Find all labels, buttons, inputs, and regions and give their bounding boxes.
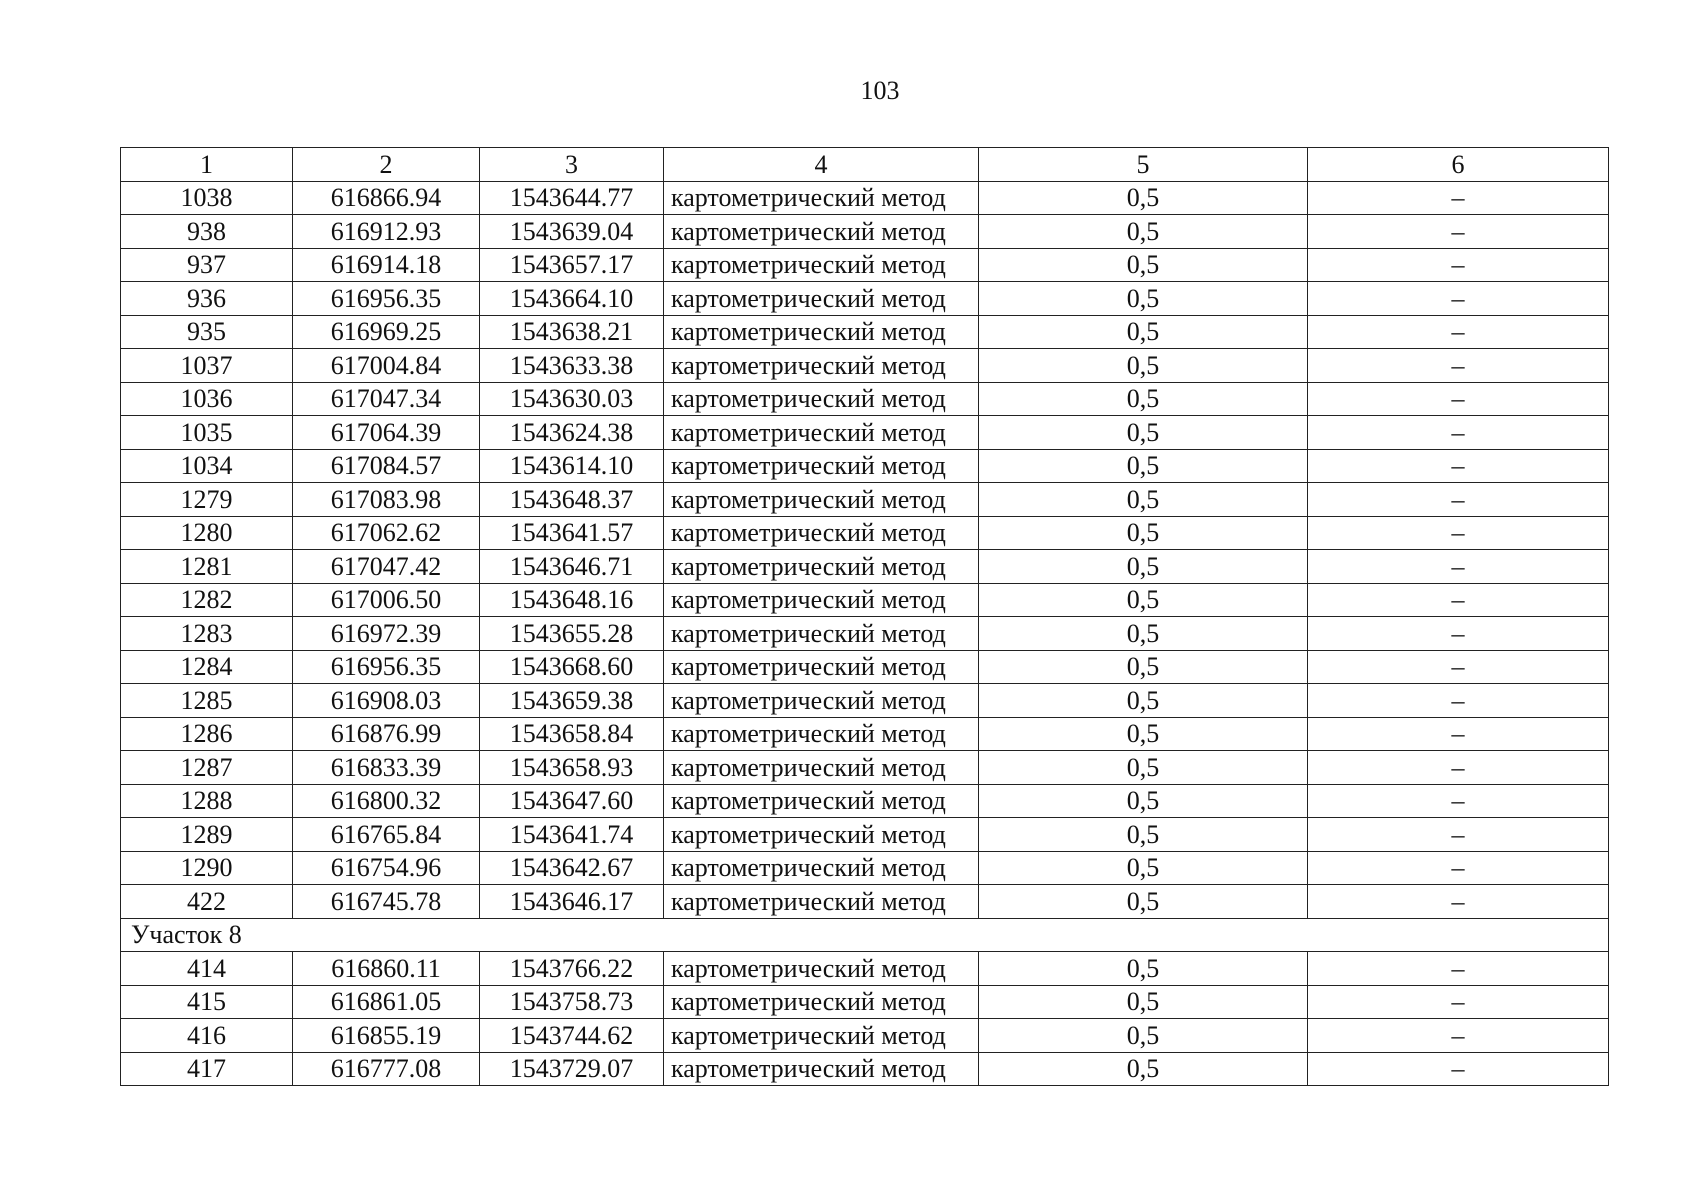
point-number-cell: 1287	[121, 751, 293, 785]
method-cell: картометрический метод	[664, 516, 979, 550]
x-coordinate-cell: 617006.50	[293, 583, 480, 617]
header-cell: 6	[1308, 148, 1609, 182]
method-cell: картометрический метод	[664, 985, 979, 1019]
y-coordinate-cell: 1543646.17	[480, 885, 664, 919]
page-number: 103	[860, 76, 900, 105]
point-number-cell: 1034	[121, 449, 293, 483]
note-cell: –	[1308, 583, 1609, 617]
accuracy-cell: 0,5	[979, 181, 1308, 215]
method-cell: картометрический метод	[664, 751, 979, 785]
coordinates-table-body	[121, 148, 1609, 1086]
method-cell: картометрический метод	[664, 382, 979, 416]
x-coordinate-cell: 617047.42	[293, 550, 480, 584]
x-coordinate-cell: 617004.84	[293, 349, 480, 383]
x-coordinate-cell: 616754.96	[293, 851, 480, 885]
table-row	[121, 416, 1609, 450]
accuracy-cell: 0,5	[979, 885, 1308, 919]
table-row	[121, 382, 1609, 416]
section-row	[121, 918, 1609, 952]
accuracy-cell: 0,5	[979, 449, 1308, 483]
table-row	[121, 617, 1609, 651]
x-coordinate-cell: 616956.35	[293, 650, 480, 684]
table-row	[121, 248, 1609, 282]
method-cell: картометрический метод	[664, 784, 979, 818]
accuracy-cell: 0,5	[979, 550, 1308, 584]
point-number-cell: 1036	[121, 382, 293, 416]
x-coordinate-cell: 616860.11	[293, 952, 480, 986]
method-cell: картометрический метод	[664, 550, 979, 584]
accuracy-cell: 0,5	[979, 1052, 1308, 1086]
note-cell: –	[1308, 952, 1609, 986]
table-row	[121, 349, 1609, 383]
method-cell: картометрический метод	[664, 315, 979, 349]
method-cell: картометрический метод	[664, 717, 979, 751]
note-cell: –	[1308, 315, 1609, 349]
accuracy-cell: 0,5	[979, 650, 1308, 684]
note-cell: –	[1308, 550, 1609, 584]
table-row	[121, 215, 1609, 249]
x-coordinate-cell: 616855.19	[293, 1019, 480, 1053]
y-coordinate-cell: 1543638.21	[480, 315, 664, 349]
table-row	[121, 449, 1609, 483]
accuracy-cell: 0,5	[979, 952, 1308, 986]
x-coordinate-cell: 616972.39	[293, 617, 480, 651]
accuracy-cell: 0,5	[979, 1019, 1308, 1053]
y-coordinate-cell: 1543648.37	[480, 483, 664, 517]
table-row	[121, 315, 1609, 349]
method-cell: картометрический метод	[664, 449, 979, 483]
point-number-cell: 1038	[121, 181, 293, 215]
x-coordinate-cell: 616861.05	[293, 985, 480, 1019]
method-cell: картометрический метод	[664, 483, 979, 517]
note-cell: –	[1308, 1052, 1609, 1086]
y-coordinate-cell: 1543729.07	[480, 1052, 664, 1086]
table-row	[121, 1052, 1609, 1086]
note-cell: –	[1308, 449, 1609, 483]
note-cell: –	[1308, 1019, 1609, 1053]
y-coordinate-cell: 1543659.38	[480, 684, 664, 718]
method-cell: картометрический метод	[664, 650, 979, 684]
x-coordinate-cell: 616777.08	[293, 1052, 480, 1086]
accuracy-cell: 0,5	[979, 349, 1308, 383]
accuracy-cell: 0,5	[979, 985, 1308, 1019]
method-cell: картометрический метод	[664, 181, 979, 215]
y-coordinate-cell: 1543624.38	[480, 416, 664, 450]
table-row	[121, 181, 1609, 215]
note-cell: –	[1308, 684, 1609, 718]
y-coordinate-cell: 1543664.10	[480, 282, 664, 316]
table-row	[121, 885, 1609, 919]
y-coordinate-cell: 1543641.57	[480, 516, 664, 550]
table-row	[121, 818, 1609, 852]
method-cell: картометрический метод	[664, 885, 979, 919]
coordinates-table	[120, 147, 1609, 1086]
table-header-row	[121, 148, 1609, 182]
header-cell: 3	[480, 148, 664, 182]
y-coordinate-cell: 1543655.28	[480, 617, 664, 651]
point-number-cell: 417	[121, 1052, 293, 1086]
y-coordinate-cell: 1543658.84	[480, 717, 664, 751]
accuracy-cell: 0,5	[979, 282, 1308, 316]
method-cell: картометрический метод	[664, 416, 979, 450]
table-row	[121, 751, 1609, 785]
x-coordinate-cell: 616969.25	[293, 315, 480, 349]
point-number-cell: 1284	[121, 650, 293, 684]
accuracy-cell: 0,5	[979, 315, 1308, 349]
accuracy-cell: 0,5	[979, 583, 1308, 617]
point-number-cell: 938	[121, 215, 293, 249]
accuracy-cell: 0,5	[979, 751, 1308, 785]
point-number-cell: 1035	[121, 416, 293, 450]
y-coordinate-cell: 1543647.60	[480, 784, 664, 818]
point-number-cell: 415	[121, 985, 293, 1019]
x-coordinate-cell: 616956.35	[293, 282, 480, 316]
point-number-cell: 1288	[121, 784, 293, 818]
note-cell: –	[1308, 215, 1609, 249]
y-coordinate-cell: 1543668.60	[480, 650, 664, 684]
x-coordinate-cell: 617062.62	[293, 516, 480, 550]
y-coordinate-cell: 1543633.38	[480, 349, 664, 383]
x-coordinate-cell: 617084.57	[293, 449, 480, 483]
note-cell: –	[1308, 818, 1609, 852]
y-coordinate-cell: 1543758.73	[480, 985, 664, 1019]
y-coordinate-cell: 1543657.17	[480, 248, 664, 282]
method-cell: картометрический метод	[664, 818, 979, 852]
x-coordinate-cell: 617064.39	[293, 416, 480, 450]
accuracy-cell: 0,5	[979, 617, 1308, 651]
accuracy-cell: 0,5	[979, 248, 1308, 282]
accuracy-cell: 0,5	[979, 717, 1308, 751]
method-cell: картометрический метод	[664, 583, 979, 617]
point-number-cell: 1280	[121, 516, 293, 550]
table-row	[121, 717, 1609, 751]
x-coordinate-cell: 616876.99	[293, 717, 480, 751]
point-number-cell: 1285	[121, 684, 293, 718]
method-cell: картометрический метод	[664, 684, 979, 718]
table-row	[121, 516, 1609, 550]
method-cell: картометрический метод	[664, 617, 979, 651]
y-coordinate-cell: 1543744.62	[480, 1019, 664, 1053]
note-cell: –	[1308, 349, 1609, 383]
section-label: Участок 8	[121, 918, 1609, 952]
x-coordinate-cell: 616745.78	[293, 885, 480, 919]
y-coordinate-cell: 1543658.93	[480, 751, 664, 785]
x-coordinate-cell: 616765.84	[293, 818, 480, 852]
table-row	[121, 650, 1609, 684]
note-cell: –	[1308, 516, 1609, 550]
method-cell: картометрический метод	[664, 248, 979, 282]
y-coordinate-cell: 1543639.04	[480, 215, 664, 249]
accuracy-cell: 0,5	[979, 851, 1308, 885]
method-cell: картометрический метод	[664, 215, 979, 249]
point-number-cell: 935	[121, 315, 293, 349]
point-number-cell: 1290	[121, 851, 293, 885]
point-number-cell: 1286	[121, 717, 293, 751]
note-cell: –	[1308, 885, 1609, 919]
x-coordinate-cell: 616912.93	[293, 215, 480, 249]
accuracy-cell: 0,5	[979, 416, 1308, 450]
point-number-cell: 416	[121, 1019, 293, 1053]
point-number-cell: 422	[121, 885, 293, 919]
x-coordinate-cell: 616914.18	[293, 248, 480, 282]
note-cell: –	[1308, 483, 1609, 517]
accuracy-cell: 0,5	[979, 215, 1308, 249]
y-coordinate-cell: 1543630.03	[480, 382, 664, 416]
table-row	[121, 550, 1609, 584]
note-cell: –	[1308, 282, 1609, 316]
x-coordinate-cell: 616833.39	[293, 751, 480, 785]
table-row	[121, 784, 1609, 818]
point-number-cell: 1282	[121, 583, 293, 617]
x-coordinate-cell: 617047.34	[293, 382, 480, 416]
note-cell: –	[1308, 248, 1609, 282]
accuracy-cell: 0,5	[979, 684, 1308, 718]
y-coordinate-cell: 1543648.16	[480, 583, 664, 617]
method-cell: картометрический метод	[664, 851, 979, 885]
point-number-cell: 1281	[121, 550, 293, 584]
point-number-cell: 1279	[121, 483, 293, 517]
point-number-cell: 937	[121, 248, 293, 282]
header-cell: 2	[293, 148, 480, 182]
method-cell: картометрический метод	[664, 952, 979, 986]
table-row	[121, 483, 1609, 517]
note-cell: –	[1308, 985, 1609, 1019]
accuracy-cell: 0,5	[979, 382, 1308, 416]
y-coordinate-cell: 1543766.22	[480, 952, 664, 986]
note-cell: –	[1308, 784, 1609, 818]
point-number-cell: 936	[121, 282, 293, 316]
header-cell: 5	[979, 148, 1308, 182]
table-row	[121, 583, 1609, 617]
note-cell: –	[1308, 717, 1609, 751]
accuracy-cell: 0,5	[979, 818, 1308, 852]
y-coordinate-cell: 1543614.10	[480, 449, 664, 483]
x-coordinate-cell: 616800.32	[293, 784, 480, 818]
y-coordinate-cell: 1543641.74	[480, 818, 664, 852]
x-coordinate-cell: 616908.03	[293, 684, 480, 718]
note-cell: –	[1308, 751, 1609, 785]
note-cell: –	[1308, 650, 1609, 684]
table-row	[121, 282, 1609, 316]
table-row	[121, 851, 1609, 885]
point-number-cell: 1283	[121, 617, 293, 651]
method-cell: картометрический метод	[664, 282, 979, 316]
note-cell: –	[1308, 851, 1609, 885]
table-row	[121, 1019, 1609, 1053]
point-number-cell: 1037	[121, 349, 293, 383]
note-cell: –	[1308, 617, 1609, 651]
accuracy-cell: 0,5	[979, 784, 1308, 818]
header-cell: 4	[664, 148, 979, 182]
y-coordinate-cell: 1543646.71	[480, 550, 664, 584]
x-coordinate-cell: 617083.98	[293, 483, 480, 517]
note-cell: –	[1308, 416, 1609, 450]
y-coordinate-cell: 1543644.77	[480, 181, 664, 215]
note-cell: –	[1308, 181, 1609, 215]
point-number-cell: 1289	[121, 818, 293, 852]
table-row	[121, 684, 1609, 718]
header-cell: 1	[121, 148, 293, 182]
table-row	[121, 985, 1609, 1019]
note-cell: –	[1308, 382, 1609, 416]
table-row	[121, 952, 1609, 986]
method-cell: картометрический метод	[664, 1052, 979, 1086]
method-cell: картометрический метод	[664, 1019, 979, 1053]
method-cell: картометрический метод	[664, 349, 979, 383]
accuracy-cell: 0,5	[979, 483, 1308, 517]
point-number-cell: 414	[121, 952, 293, 986]
accuracy-cell: 0,5	[979, 516, 1308, 550]
x-coordinate-cell: 616866.94	[293, 181, 480, 215]
y-coordinate-cell: 1543642.67	[480, 851, 664, 885]
